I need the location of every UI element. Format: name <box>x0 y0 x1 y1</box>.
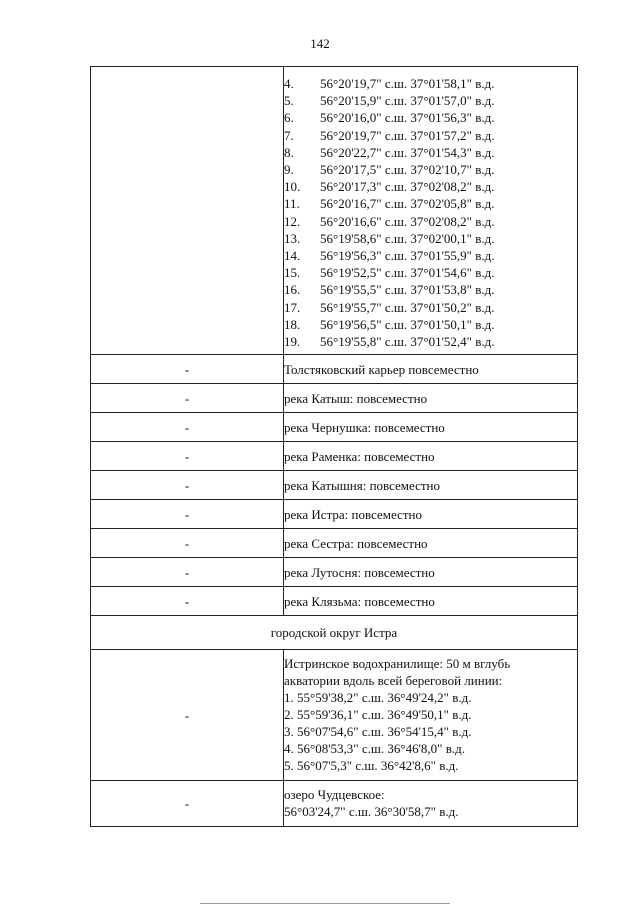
coordinate-number: 14. <box>284 247 301 263</box>
coordinate-text: 56°19'55,7" с.ш. 37°01'50,2" в.д. <box>320 299 495 315</box>
dash-cell: - <box>91 413 284 442</box>
coordinate-text: 56°20'17,3" с.ш. 37°02'08,2" в.д. <box>320 179 495 195</box>
table-row <box>91 442 578 471</box>
dash-cell: - <box>91 355 284 384</box>
coordinate-line <box>284 161 577 178</box>
water-body-cell: река Лутосня: повсеместно <box>284 558 578 587</box>
table-row <box>91 500 578 529</box>
coordinate-text: 56°20'22,7" с.ш. 37°01'54,3" в.д. <box>320 144 495 160</box>
water-body-cell: река Сестра: повсеместно <box>284 529 578 558</box>
table-row-coordinates <box>91 67 578 355</box>
dash-cell: - <box>91 529 284 558</box>
coordinate-list <box>284 67 577 354</box>
dash-cell: - <box>91 650 284 781</box>
table-row <box>91 384 578 413</box>
coordinate-line <box>284 213 577 230</box>
coordinate-number: 19. <box>284 333 301 349</box>
coordinate-line <box>284 109 577 126</box>
text-line: 4. 56°08'53,3" с.ш. 36°46'8,0" в.д. <box>284 741 465 756</box>
text-block <box>284 781 577 826</box>
water-body-cell: Толстяковский карьер повсеместно <box>284 355 578 384</box>
dash-cell: - <box>91 587 284 616</box>
coordinate-line <box>284 298 577 315</box>
coordinate-line <box>284 144 577 161</box>
table-row <box>91 587 578 616</box>
dash-cell: - <box>91 442 284 471</box>
water-body-cell: река Чернушка: повсеместно <box>284 413 578 442</box>
table-row <box>91 355 578 384</box>
text-block <box>284 650 577 780</box>
water-body-cell: река Клязьма: повсеместно <box>284 587 578 616</box>
dash-cell: - <box>91 781 284 827</box>
water-body-cell: река Катыш: повсеместно <box>284 384 578 413</box>
coordinate-line <box>284 195 577 212</box>
table-row <box>91 471 578 500</box>
table-cell-left <box>91 67 284 355</box>
coordinate-line <box>284 75 577 92</box>
table-row <box>91 413 578 442</box>
coordinate-line <box>284 316 577 333</box>
coordinate-text: 56°19'56,3" с.ш. 37°01'55,9" в.д. <box>320 247 495 263</box>
text-line: Истринское водохранилище: 50 м вглубь <box>284 656 511 671</box>
coordinate-text: 56°20'17,5" с.ш. 37°02'10,7" в.д. <box>320 162 495 178</box>
coordinate-line <box>284 127 577 144</box>
section-header: городской округ Истра <box>91 616 578 650</box>
coordinate-text: 56°19'55,8" с.ш. 37°01'52,4" в.д. <box>320 333 495 349</box>
text-line: 1. 55°59'38,2" с.ш. 36°49'24,2" в.д. <box>284 690 472 705</box>
table-cell-right <box>284 67 578 355</box>
coordinate-number: 8. <box>284 144 294 160</box>
text-line: озеро Чудцевское: <box>284 787 385 802</box>
coordinate-text: 56°19'55,5" с.ш. 37°01'53,8" в.д. <box>320 282 495 298</box>
coordinate-number: 18. <box>284 316 301 332</box>
coordinate-line <box>284 281 577 298</box>
water-body-cell <box>284 650 578 781</box>
coordinate-line <box>284 92 577 109</box>
coordinate-number: 7. <box>284 127 294 143</box>
table-row <box>91 529 578 558</box>
coordinate-number: 12. <box>284 213 301 229</box>
coordinate-number: 15. <box>284 265 301 281</box>
coordinate-line <box>284 264 577 281</box>
section-header-row <box>91 616 578 650</box>
coordinate-text: 56°20'19,7" с.ш. 37°01'57,2" в.д. <box>320 127 495 143</box>
water-body-cell: река Катышня: повсеместно <box>284 471 578 500</box>
coordinate-line <box>284 333 577 350</box>
coordinate-line <box>284 230 577 247</box>
coordinate-text: 56°20'16,7" с.ш. 37°02'05,8" в.д. <box>320 196 495 212</box>
coordinate-number: 6. <box>284 110 294 126</box>
water-body-cell <box>284 781 578 827</box>
water-body-cell: река Истра: повсеместно <box>284 500 578 529</box>
table-row-chudtsevskoe <box>91 781 578 827</box>
text-line: 3. 56°07'54,6" с.ш. 36°54'15,4" в.д. <box>284 724 472 739</box>
water-body-cell: река Раменка: повсеместно <box>284 442 578 471</box>
text-line: 5. 56°07'5,3" с.ш. 36°42'8,6" в.д. <box>284 758 459 773</box>
coordinate-line <box>284 247 577 264</box>
coordinate-number: 13. <box>284 230 301 246</box>
dash-cell: - <box>91 471 284 500</box>
text-line: 56°03'24,7" с.ш. 36°30'58,7" в.д. <box>284 804 459 819</box>
dash-cell: - <box>91 500 284 529</box>
table-row <box>91 558 578 587</box>
dash-cell: - <box>91 384 284 413</box>
table-row-istra-reservoir <box>91 650 578 781</box>
coordinate-number: 9. <box>284 162 294 178</box>
coordinate-number: 10. <box>284 179 301 195</box>
coordinate-line <box>284 178 577 195</box>
dash-cell: - <box>91 558 284 587</box>
page-number: 142 <box>310 36 330 51</box>
bottom-rule <box>200 903 450 904</box>
coordinate-text: 56°20'15,9" с.ш. 37°01'57,0" в.д. <box>320 93 495 109</box>
coordinate-text: 56°19'56,5" с.ш. 37°01'50,1" в.д. <box>320 316 495 332</box>
coordinate-text: 56°20'16,0" с.ш. 37°01'56,3" в.д. <box>320 110 495 126</box>
coordinate-number: 11. <box>284 196 300 212</box>
coordinate-number: 4. <box>284 76 294 92</box>
coordinate-number: 17. <box>284 299 301 315</box>
coordinate-number: 5. <box>284 93 294 109</box>
coordinate-text: 56°19'58,6" с.ш. 37°02'00,1" в.д. <box>320 230 495 246</box>
coordinate-number: 16. <box>284 282 301 298</box>
data-table <box>90 66 578 827</box>
text-line: акватории вдоль всей береговой линии: <box>284 673 503 688</box>
coordinate-text: 56°20'19,7" с.ш. 37°01'58,1" в.д. <box>320 76 495 92</box>
text-line: 2. 55°59'36,1" с.ш. 36°49'50,1" в.д. <box>284 707 472 722</box>
coordinate-text: 56°19'52,5" с.ш. 37°01'54,6" в.д. <box>320 265 495 281</box>
coordinate-text: 56°20'16,6" с.ш. 37°02'08,2" в.д. <box>320 213 495 229</box>
